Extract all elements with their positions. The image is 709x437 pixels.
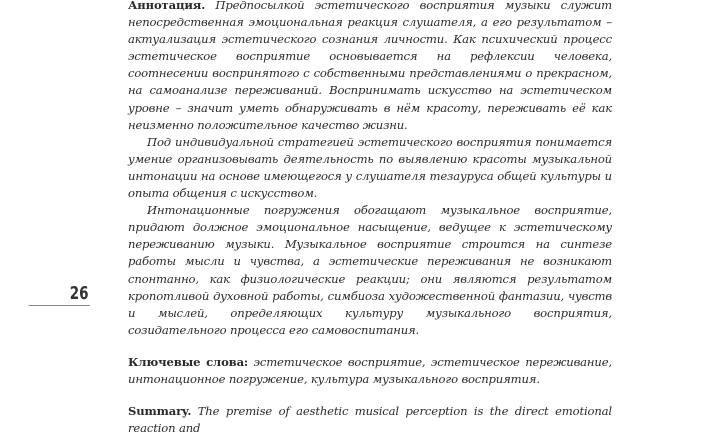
keywords-text: эстетическое восприятие, эстетическое переживание, интонационное погружение, культура музыкального восприятия. [128, 354, 612, 386]
page-number: 26 [29, 283, 91, 306]
keywords-label: Ключевые слова: [128, 354, 249, 369]
abstract-paragraph-1 [128, 0, 612, 134]
keywords-paragraph [128, 354, 612, 388]
summary-paragraph [128, 403, 612, 437]
summary-text: The premise of aesthetic musical perception is the direct emotional reaction and [128, 404, 612, 436]
summary-label: Summary. [128, 404, 192, 419]
abstract-paragraph-2: Под индивидуальной стратегией эстетического восприятия понимается умение организовывать деятельность по выявлению красоты музыкальной интонации на основе имеющегося у слушателя тезауруса общей культуры и опыта общения с искусством. [128, 134, 612, 201]
abstract-paragraph-3: Интонационные погружения обогащают музыкальное восприятие, придают должное эмоциональное насыщение, ведущее к эстетическому переживанию музыки. Музыкальное восприятие строится на синтезе работы мысли и чувства, а эстетические переживания не возникают спонтанно, как физиологические реакции; они являются результатом кропотливой духовной работы, симбиоза художественной фантазии, чувств и мыслей, определяющих культуру музыкального восприятия, созидательного процесса его самовоспитания. [128, 203, 612, 337]
article-text [128, 0, 612, 437]
abstract-text-1: Предпосылкой эстетического восприятия музыки служит непосредственная эмоциональная реакция слушателя, а его результатом – актуализация эстетического сознания личности. Как психический процесс эстетическое восприятие основывается на рефлексии человека, соотнесении воспринятого с собственными представлениями о прекрасном, на самоанализе переживаний. Воспринимать искусство на эстетическом уровне – значит уметь обнаруживать в нём красоту, переживать её как неизменно положительное качество жизни. [128, 0, 612, 132]
abstract-label: Аннотация. [128, 0, 206, 12]
